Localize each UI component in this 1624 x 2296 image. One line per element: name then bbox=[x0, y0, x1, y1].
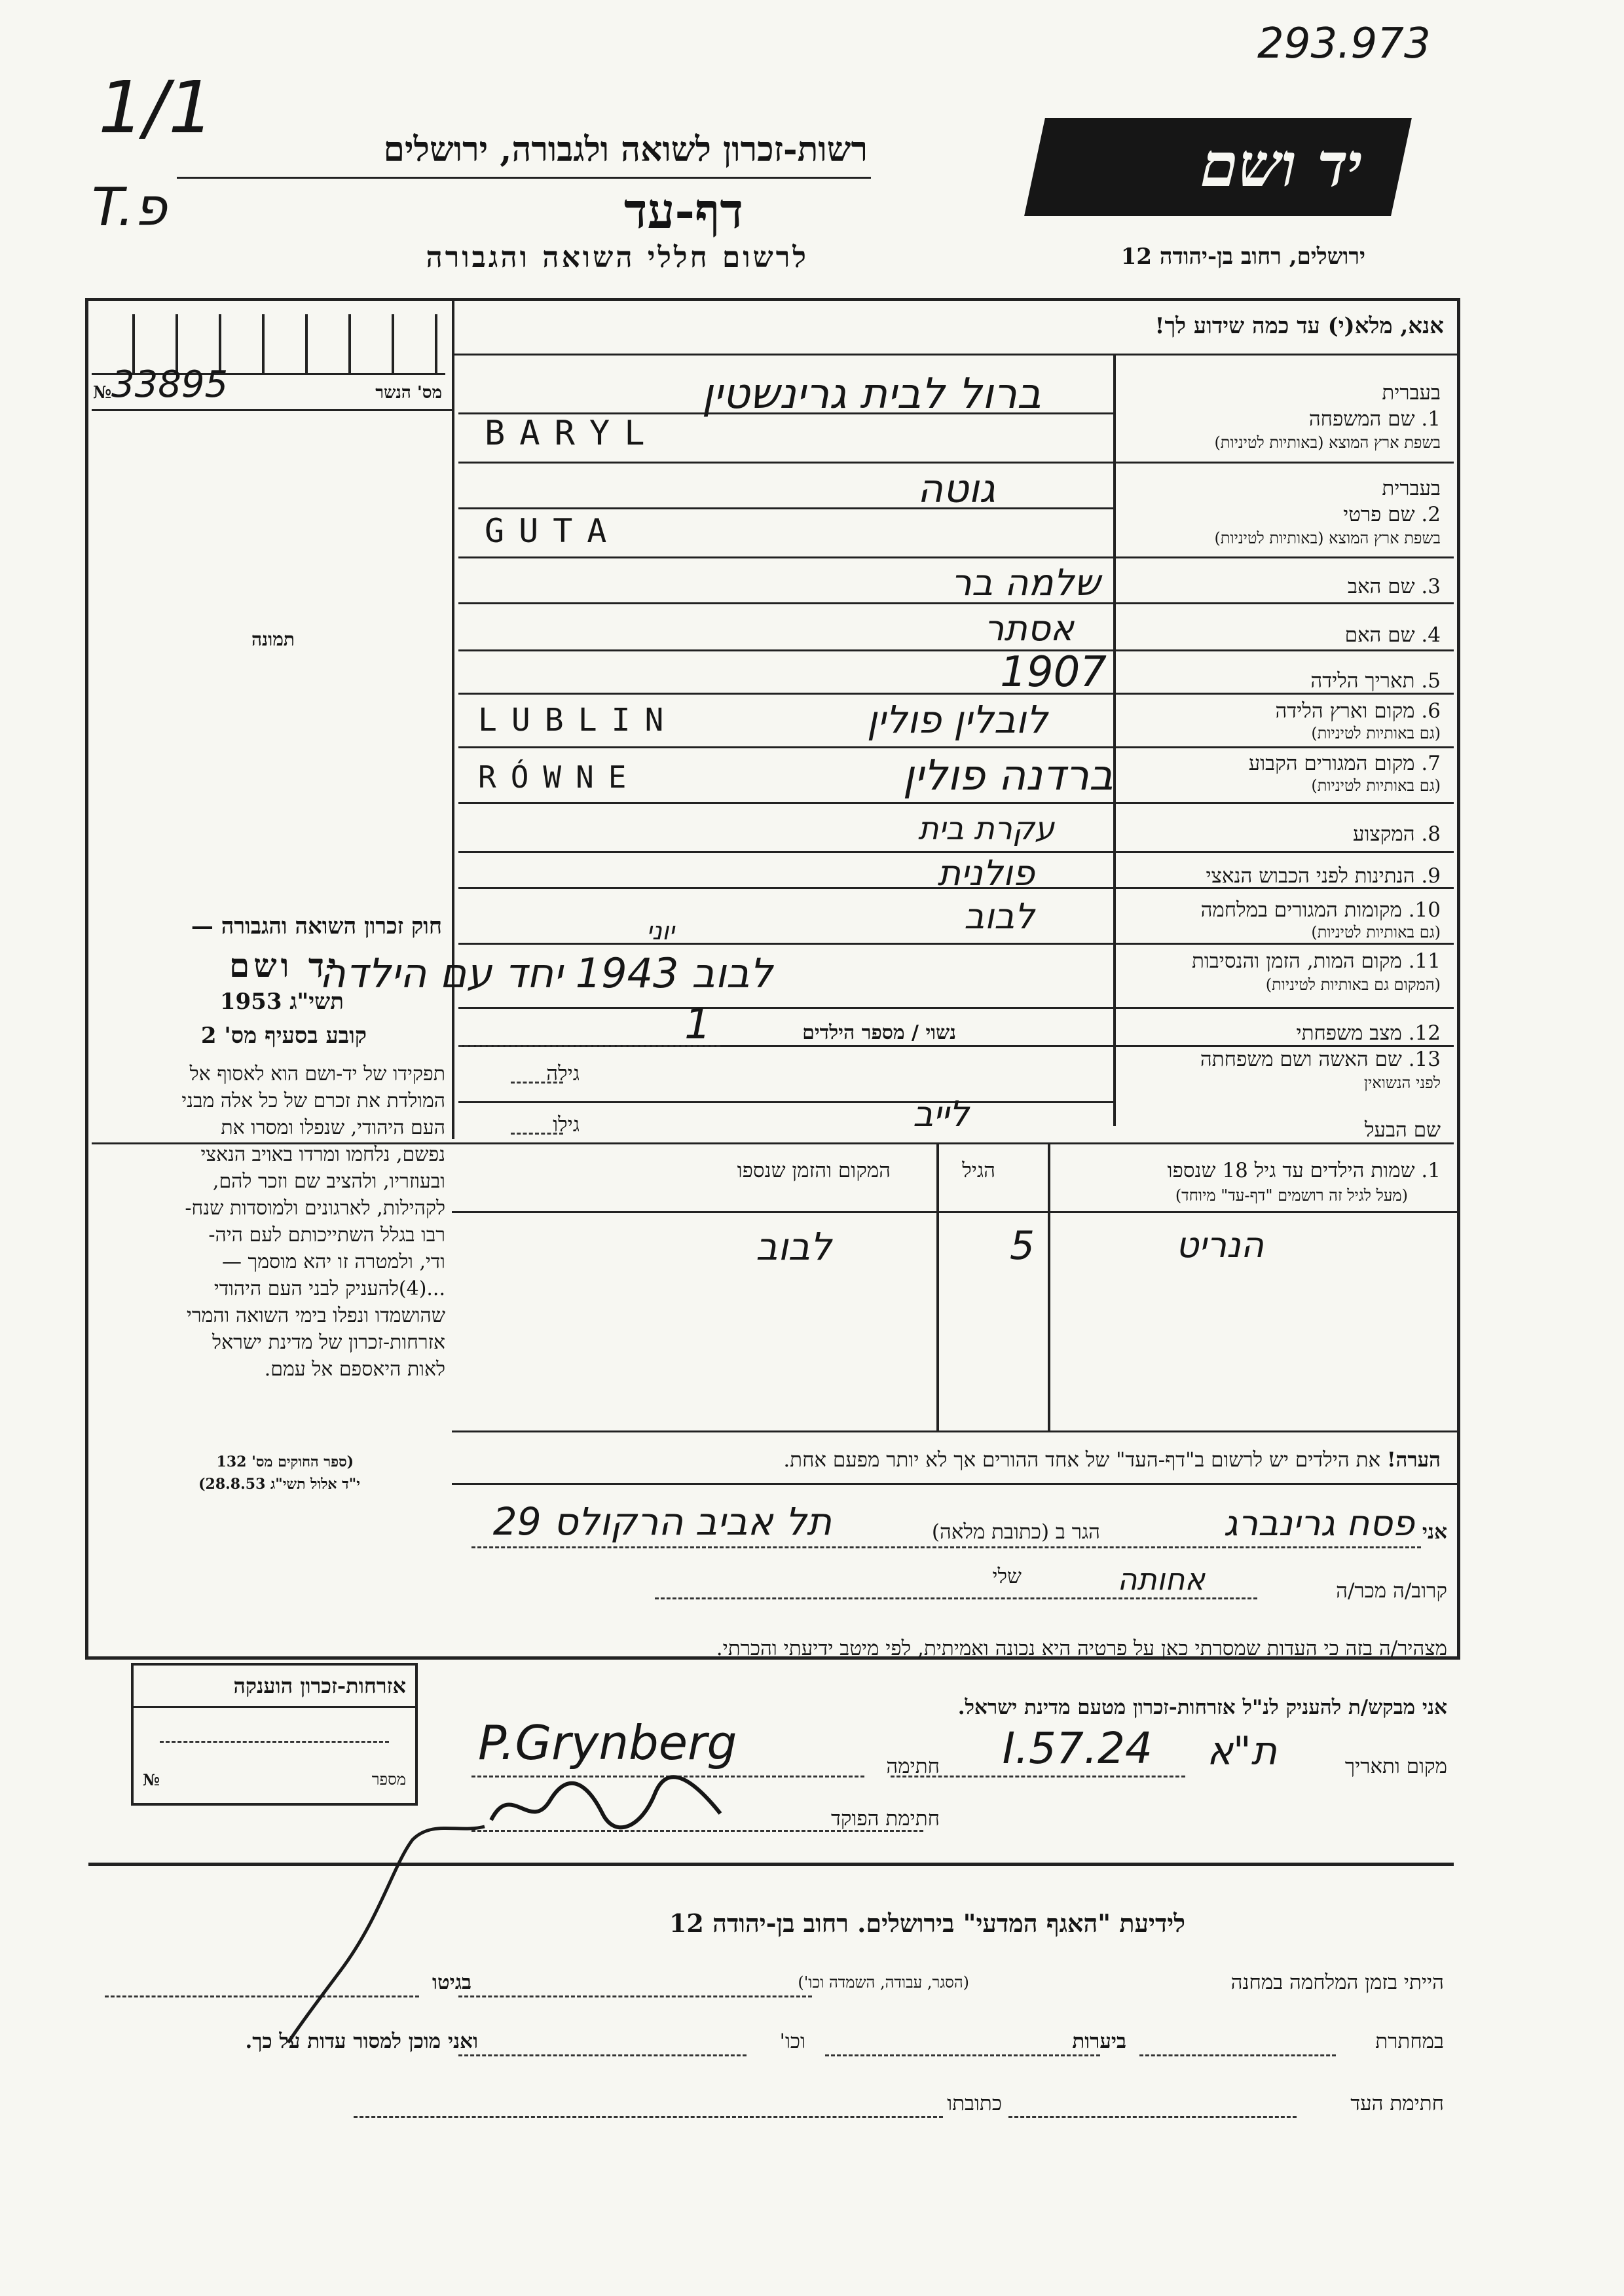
law-footnote-2: י"ד אלול תשי"ג 28.8.53) bbox=[198, 1476, 360, 1493]
registration-number: 33895 bbox=[111, 363, 229, 406]
archive-number: 293.973 bbox=[1257, 20, 1431, 68]
wife-age-label: גילה bbox=[546, 1062, 580, 1085]
field-13-sub: לפני הנשואין bbox=[1363, 1074, 1441, 1092]
registration-label: מס' הנשר bbox=[375, 383, 442, 403]
field-12-num: 12. bbox=[1408, 1021, 1441, 1045]
family-name-latin: BARYL bbox=[485, 414, 659, 453]
footer-ghetto-label: בגיטו bbox=[432, 1971, 471, 1994]
note-label: הערה! bbox=[1386, 1448, 1441, 1472]
law-title: חוק זכרון השואה והגבורה — bbox=[191, 913, 442, 939]
field-2-num: 2. bbox=[1421, 503, 1441, 526]
field-9-label: הנתינות לפני הכבוש הנאצי bbox=[1206, 864, 1415, 888]
office-address: ירושלים, רחוב בן-יהודה 12 bbox=[1120, 244, 1365, 270]
field-2-lang: בעברית bbox=[1382, 477, 1441, 500]
law-line: רבו בגלל השתייכותם לעם היה- bbox=[208, 1224, 445, 1247]
field-12-label: מצב משפחתי bbox=[1296, 1021, 1402, 1045]
birthplace-latin: LUBLIN bbox=[478, 702, 678, 738]
field-4-label: שם האם bbox=[1344, 623, 1415, 647]
relation-label: קרוב/ה מכר/ה bbox=[1336, 1579, 1447, 1603]
field-5-label: תאריך הלידה bbox=[1310, 669, 1415, 693]
children-col-age: הגיל bbox=[962, 1159, 995, 1182]
field-11-sub: (המקום גם באותיות לטיניות) bbox=[1265, 975, 1441, 994]
family-name-hebrew: ברול לבית גרינשטין bbox=[701, 370, 1041, 418]
law-line: תפקידו של יד-ושם הוא לאסוף אל bbox=[189, 1063, 445, 1085]
birthplace-hebrew: לובלין פולין bbox=[866, 697, 1048, 742]
law-line: שהושמדו ונפלו בימי השואה והמרי bbox=[186, 1304, 445, 1327]
handwritten-scrawl bbox=[262, 1813, 498, 2049]
death-place-time: לבוב 1943 יחד עם הילדה bbox=[319, 949, 773, 997]
citizenship-number-label: מספר bbox=[371, 1770, 406, 1789]
field-8-label: המקצוע bbox=[1353, 822, 1415, 846]
logo-text: יד ושם bbox=[1193, 130, 1371, 200]
field-2-label: שם פרטי bbox=[1343, 503, 1415, 526]
field-7-label: מקום המגורים הקבוע bbox=[1248, 752, 1415, 775]
field-13-num: 13. bbox=[1408, 1048, 1441, 1071]
officer-signature bbox=[485, 1768, 733, 1840]
children-subtitle: (מעל לגיל זה רושמים "דף-עד" מיוחד) bbox=[1175, 1186, 1408, 1205]
law-line: ובעוזריו, ולהציב שם וזכר להם, bbox=[212, 1170, 445, 1193]
law-line: ודי, ולמטרה זו יהא מוסמך — bbox=[221, 1250, 445, 1273]
field-6-label: מקום וארץ הלידה bbox=[1275, 699, 1415, 723]
birth-date: 1907 bbox=[1000, 648, 1107, 697]
footer-address-label: כתובתו bbox=[947, 2092, 1002, 2115]
field-10-num: 10. bbox=[1408, 898, 1441, 922]
mother-name: אסתר bbox=[984, 608, 1074, 649]
field-5-num: 5. bbox=[1421, 669, 1441, 693]
field-1-num: 1. bbox=[1421, 407, 1441, 431]
marital-status: נשוי / מספר הילדים bbox=[802, 1021, 956, 1044]
law-line: ...(4)להעניק לבני העם היהודי bbox=[213, 1277, 445, 1300]
field-10-label: מקומות המגורים במלחמה bbox=[1200, 898, 1402, 922]
law-line: המולדת את זכרם של כל אלה מבני bbox=[181, 1089, 445, 1112]
field-2-sub: בשפת ארץ המוצא (באותיות לטיניות) bbox=[1214, 529, 1441, 547]
law-line: לאות היאספם אל עמם. bbox=[264, 1358, 445, 1381]
corner-mark-top: 1/1 bbox=[98, 65, 215, 149]
law-clause: קובע בסעיף מס' 2 bbox=[200, 1023, 367, 1049]
form-title: דף-עד bbox=[623, 183, 743, 240]
footer-etc-label: וכו' bbox=[779, 2030, 805, 2053]
declaration-place: ת"א bbox=[1206, 1728, 1277, 1774]
wartime-residence: לבוב bbox=[964, 896, 1035, 937]
footer-forests-label: ביערות bbox=[1072, 2030, 1126, 2053]
field-10-sub: (גם באותיות לטיניות) bbox=[1311, 923, 1441, 941]
photo-label: תמונה bbox=[251, 629, 295, 650]
field-6-num: 6. bbox=[1421, 699, 1441, 723]
profession: עקרת בית bbox=[917, 811, 1054, 847]
citizenship-box-title: אזרחות-זכרון הוענקה bbox=[233, 1673, 406, 1698]
husband-name: לייב bbox=[912, 1093, 969, 1135]
child-death-place: לבוב bbox=[756, 1224, 832, 1269]
law-line: העם היהודי, שנפלו ומסרו את bbox=[221, 1116, 445, 1139]
husband-age-label: גילו bbox=[553, 1113, 580, 1137]
form-subtitle: לרשום חללי השואה והגבורה bbox=[426, 241, 809, 274]
signature-label: חתימה bbox=[886, 1755, 940, 1778]
address-label: הגר ב (כתובת מלאה) bbox=[931, 1520, 1100, 1544]
law-year-he: תשי"ג bbox=[289, 989, 344, 1015]
field-1-label: שם המשפחה bbox=[1308, 407, 1415, 431]
field-11-label: מקום המות, הזמן והנסיבות bbox=[1191, 949, 1402, 973]
citizenship-request: אני מבקש/ת להעניק לנ"ל אזרחות-זכרון מטעם מדינת ישראל. bbox=[957, 1696, 1447, 1719]
declaration-statement: מצהיר/ה בזה כי העדות שמסרתי כאן על פרטיה היא נכונה ואמיתית, לפי מיטב ידיעתי והכרתי. bbox=[716, 1637, 1447, 1660]
footer-camp-label: הייתי בזמן המלחמה במחנה bbox=[1230, 1971, 1444, 1994]
relation-of-label: שלי bbox=[992, 1565, 1022, 1588]
place-date-label: מקום ותאריך bbox=[1344, 1755, 1447, 1778]
law-footnote-1: (ספר החוקים מס' 132 bbox=[216, 1453, 354, 1470]
footer-underground-label: במחתרת bbox=[1375, 2030, 1444, 2053]
field-6-sub: (גם באותיות לטיניות) bbox=[1311, 724, 1441, 742]
witness-name: פסח גרינברג bbox=[1223, 1503, 1414, 1544]
institution-name: רשות-זכרון לשואה ולגבורה, ירושלים bbox=[383, 130, 868, 170]
residence-hebrew: ברדנה פולין bbox=[902, 752, 1113, 800]
children-count: 1 bbox=[684, 1000, 711, 1049]
child-name: הנריט bbox=[1175, 1224, 1264, 1266]
witness-signature: P.Grynberg bbox=[478, 1715, 737, 1770]
field-3-label: שם האב bbox=[1348, 575, 1415, 598]
first-name-hebrew: גוטה bbox=[917, 466, 995, 512]
field-11-num: 11. bbox=[1408, 949, 1441, 973]
form-instruction: אנא, מלא(י) עד כמה שידוע לך! bbox=[1154, 313, 1444, 339]
corner-mark-left: T.פ bbox=[92, 177, 167, 238]
footer-testimony-offer: ואני מוכן למסור עדות על כך. bbox=[245, 2030, 478, 2053]
field-1-sub: בשפת ארץ המוצא (באותיות לטיניות) bbox=[1214, 433, 1441, 452]
citizenship-number-sign: № bbox=[143, 1770, 160, 1789]
children-col-place: המקום והזמן שנספו bbox=[737, 1159, 891, 1182]
witness-address: תל אביב הרקולס 29 bbox=[492, 1499, 832, 1544]
nationality: פולנית bbox=[937, 852, 1035, 894]
note-text: את הילדים יש לרשום ב"דף-העד" של אחד ההורים אך לא יותר מפעם אחת. bbox=[783, 1448, 1381, 1472]
field-9-num: 9. bbox=[1421, 864, 1441, 888]
residence-latin: RÓWNE bbox=[478, 759, 641, 795]
yad-vashem-logo bbox=[1024, 118, 1412, 216]
law-name: יד ושם bbox=[229, 946, 341, 985]
death-note: יוני bbox=[646, 917, 674, 945]
field-1-lang: בעברית bbox=[1382, 381, 1441, 405]
law-year: 1953 bbox=[219, 989, 282, 1015]
children-title: שמות הילדים עד גיל 18 שנספו bbox=[1167, 1159, 1415, 1182]
footer-camp-types: (הסגר, עבודה, השמדה וכו') bbox=[798, 1973, 969, 1992]
father-name: שלמה בר bbox=[951, 562, 1100, 604]
child-age: 5 bbox=[1009, 1223, 1035, 1269]
footer-title: לידיעת "האגף המדעי" בירושלים. רחוב בן-יהודה 12 bbox=[669, 1908, 1185, 1938]
declarant-label: אני bbox=[1422, 1520, 1447, 1544]
citizenship-box bbox=[131, 1663, 418, 1806]
field-4-num: 4. bbox=[1421, 623, 1441, 647]
law-line: אזרחות-זכרון של מדינת ישראל bbox=[212, 1331, 445, 1354]
declaration-date: 24.I.57 bbox=[1002, 1723, 1153, 1774]
field-7-num: 7. bbox=[1421, 752, 1441, 775]
field-13-label: שם האשה ושם משפחתה bbox=[1200, 1048, 1402, 1071]
first-name-latin: GUTA bbox=[485, 512, 621, 550]
officer-signature-label: חתימת הפוקד bbox=[830, 1807, 940, 1831]
law-line: לקהילות, לארגונים ולמוסדות שנח- bbox=[185, 1197, 445, 1220]
field-8-num: 8. bbox=[1421, 822, 1441, 846]
witness-relation: אחותה bbox=[1117, 1561, 1205, 1597]
law-line: נפשם, נלחמו ומרדו באויב הנאצי bbox=[200, 1143, 445, 1166]
husband-label: שם הבעל bbox=[1365, 1118, 1441, 1142]
children-num: 1. bbox=[1421, 1159, 1441, 1182]
field-7-sub: (גם באותיות לטיניות) bbox=[1311, 776, 1441, 795]
registration-number-sign: № bbox=[93, 383, 112, 403]
field-3-num: 3. bbox=[1421, 575, 1441, 598]
footer-witness-signature-label: חתימת העד bbox=[1350, 2092, 1444, 2115]
law-body bbox=[181, 1061, 445, 1383]
